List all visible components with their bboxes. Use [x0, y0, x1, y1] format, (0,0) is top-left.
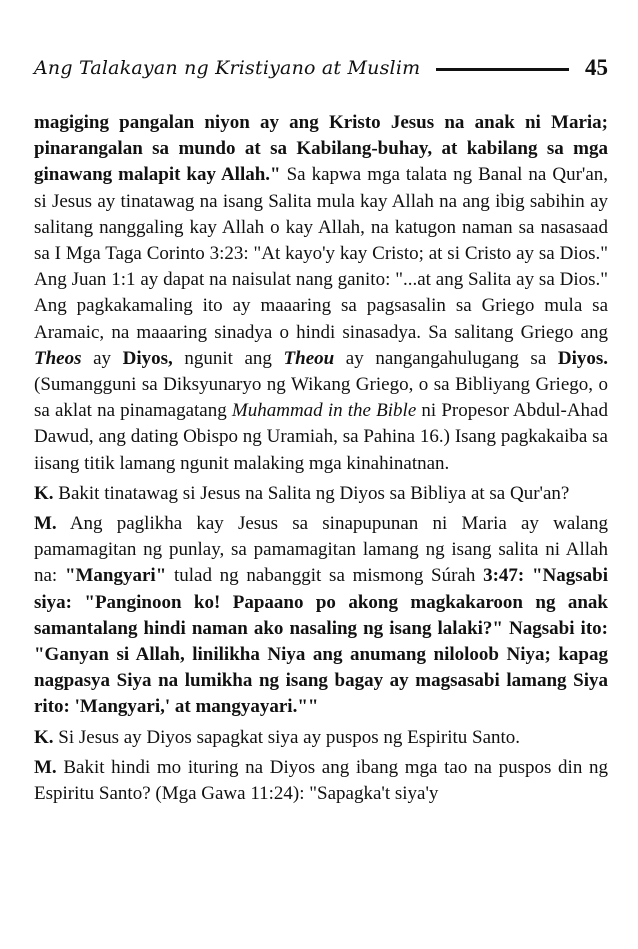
speaker-label-m: M. — [34, 513, 57, 535]
body-text — [34, 110, 608, 807]
book-title: Muhammad in the Bible — [231, 400, 417, 422]
speaker-label-k: K. — [34, 726, 54, 748]
question-text: Si Jesus ay Diyos sapagkat siya ay puspos ng Espiritu Santo. — [53, 726, 521, 748]
quran-quote-bold: magiging pangalan niyon ay ang Kristo Jesus na anak ni Maria; pinarangalan sa mundo at sa Kabilang-buhay, at kabilang sa mga ginawang malapit kay Allah." — [34, 112, 608, 186]
text-run: ay nangangahulugang sa — [334, 347, 558, 369]
paragraph-continuation — [34, 110, 608, 477]
word-mangyari: "Mangyari" — [64, 565, 167, 587]
greek-term-theos: Theos — [34, 347, 82, 369]
answer-paragraph — [34, 511, 608, 721]
header-rule — [436, 68, 569, 71]
quran-quote-bold: 3:47: "Nagsabi siya: "Panginoon ko! Papaano po akong magkakaroon ng anak samantalang hindi naman ako nasaling ng isang lalaki?" Nagsabi ito: "Ganyan si Allah, linilikha Niya ang anumang niloloob Niya; kapag nagpasya Siya na lumikha ng isang bagay ay magsasabi lamang Siya rito: 'Mangyari,' at mangyayari."" — [34, 565, 608, 718]
question-text: Bakit tinatawag si Jesus na Salita ng Diyos sa Bibliya at sa Qur'an? — [53, 482, 570, 504]
text-run: ni Propesor Abdul-Ahad Dawud, ang dating Obispo ng Uramiah, sa Pahina 16.) Isang pagkakaiba sa iisang titik lamang ngunit malaking mga kinahinatnan. — [34, 400, 608, 474]
speaker-label-k: K. — [34, 482, 54, 504]
term-diyos: Diyos. — [557, 347, 608, 369]
question-paragraph — [34, 725, 608, 751]
greek-term-theou: Theou — [283, 347, 335, 369]
page-number: 45 — [585, 55, 608, 80]
text-run: Ang paglikha kay Jesus sa sinapupunan ni Maria ay walang pamamagitan ng punlay, sa pamamagitan lamang ng isang salita ni Allah na: — [34, 513, 608, 587]
question-paragraph — [34, 481, 608, 507]
text-run: (Sumangguni sa Diksyunaryo ng Wikang Griego, o sa Bibliyang Griego, o sa aklat na pinamagatang — [34, 374, 608, 422]
page-content — [34, 48, 608, 811]
speaker-label-m: M. — [34, 756, 57, 778]
term-diyos: Diyos, — [122, 347, 173, 369]
answer-paragraph — [34, 755, 608, 807]
running-title: Ang Talakayan ng Kristiyano at Muslim — [34, 57, 421, 79]
text-run: ngunit ang — [172, 347, 284, 369]
answer-text: Bakit hindi mo ituring na Diyos ang ibang mga tao na puspos din ng Espiritu Santo? (Mga Gawa 11:24): "Sapagka't siya'y — [34, 756, 608, 805]
text-run: Sa kapwa mga talata ng Banal na Qur'an, si Jesus ay tinatawag na isang Salita mula kay Allah na ang ibig sabihin ay salitang nanggaling kay Allah o kay Allah, na katugon naman sa nasasaad sa I Mga Taga Corinto 3:23: "At kayo'y kay Cristo; at si Cristo ay sa Dios." Ang Juan 1:1 ay dapat na naisulat nang ganito: "...at ang Salita ay sa Dios." Ang pagkakamaling ito ay maaaring sa pagsasalin sa Griego mula sa Aramaic, na maaaring sinadya o hindi sinasadya. Sa salitang Griego ang — [34, 164, 609, 343]
running-header — [34, 48, 608, 88]
text-run: ay — [81, 347, 123, 369]
text-run: tulad ng nabanggit sa mismong Súrah — [166, 565, 484, 587]
